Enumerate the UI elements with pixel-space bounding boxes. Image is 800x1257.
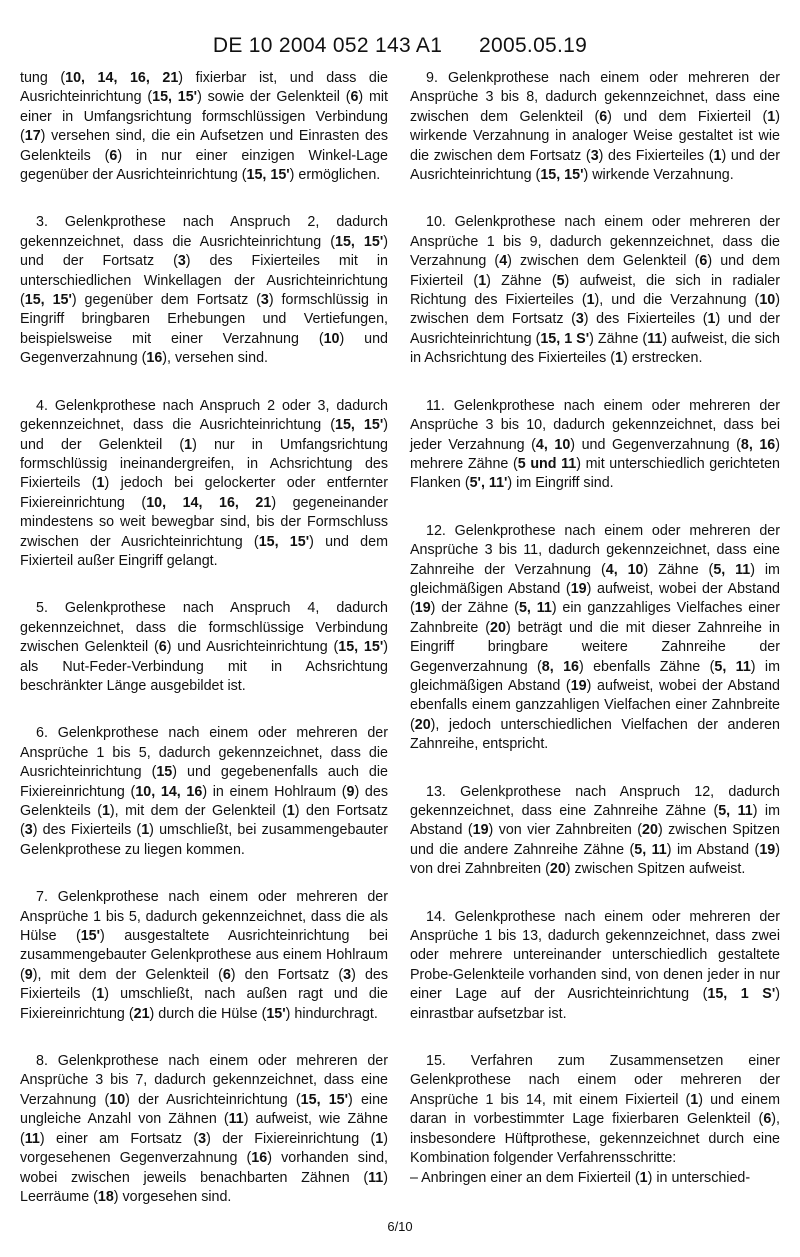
claim-2-continuation: tung (10, 14, 16, 21) fixierbar ist, und dass die Ausrichteinrichtung (15, 15') sowie der Gelenkteil (6) mit einer in Umfangsrichtung formschlüssigen Verbindung (17) versehen sind, die ein Aufsetzen und Einrasten des Gelenkteils (6) in nur einer einzigen Winkel-Lage gegenüber der Ausrichteinrichtung (15, 15') ermöglichen. [20, 70, 389, 184]
page-header [0, 34, 800, 58]
claim-14: 14. Gelenkprothese nach einem oder mehreren der Ansprüche 1 bis 13, dadurch gekennzeichnet, dass zwei oder mehrere untereinander unterschiedlich gestaltete Probe-Gelenkteile vorhanden sind, von denen jeder in nur einer Lage auf der Ausrichteinrichtung (15, 1 S') einrastbar aufsetzbar ist. [410, 908, 780, 1022]
claim-8: 8. Gelenkprothese nach einem oder mehreren der Ansprüche 3 bis 7, dadurch gekennzeichnet, dass eine Verzahnung (10) der Ausrichteinrichtung (15, 15') eine ungleiche Anzahl von Zähnen (11) aufweist, wie Zähne (11) einer am Fortsatz (3) der Fixiereinrichtung (1) vorgesehenen Gegenverzahnung (16) vorhanden sind, wobei zwischen jeweils benachbarten Zähnen (11) Leerräume (18) vorgesehen sind. [20, 1053, 389, 1205]
claim-7: 7. Gelenkprothese nach einem oder mehreren der Ansprüche 1 bis 5, dadurch gekennzeichnet, dass die als Hülse (15') ausgestaltete Ausrichteinrichtung bei zusammengebauter Gelenkprothese aus einem Hohlraum (9), mit dem der Gelenkteil (6) den Fortsatz (3) des Fixierteils (1) umschließt, nach außen ragt und die Fixiereinrichtung (21) durch die Hülse (15') hindurchragt. [20, 889, 389, 1022]
claim-12: 12. Gelenkprothese nach einem oder mehreren der Ansprüche 3 bis 11, dadurch gekennzeichnet, dass eine Zahnreihe der Verzahnung (4, 10) Zähne (5, 11) im gleichmäßigen Abstand (19) aufweist, wobei der Abstand (19) der Zähne (5, 11) ein ganzzahliges Vielfaches einer Zahnbreite (20) beträgt und die mit dieser Zahnreihe in Eingriff bringbare weitere Zahnreihe der Gegenverzahnung (8, 16) ebenfalls Zähne (5, 11) im gleichmäßigen Abstand (19) aufweist, wobei der Abstand ebenfalls einem ganzzahligen Vielfachen einer Zahnbreite (20), jedoch unterschiedlichen Vielfachen der anderen Zahnreihe, entspricht. [410, 522, 781, 753]
document-date: 2005.05.19 [479, 34, 588, 57]
page-number: 6/10 [387, 1219, 413, 1234]
claim-4: 4. Gelenkprothese nach Anspruch 2 oder 3, dadurch gekennzeichnet, dass die Ausrichteinrichtung (15, 15') und der Gelenkteil (1) nur in Umfangsrichtung formschlüssig ineinandergreifen, in Achsrichtung des Fixierteils (1) jedoch bei gelockerter oder entfernter Fixiereinrichtung (10, 14, 16, 21) gegeneinander mindestens so weit bewegbar sind, bis der Formschluss zwischen der Ausrichteinrichtung (15, 15') und dem Fixierteil außer Eingriff gelangt. [20, 397, 389, 569]
claim-5: 5. Gelenkprothese nach Anspruch 4, dadurch gekennzeichnet, dass die formschlüssige Verbindung zwischen Gelenkteil (6) und Ausrichteinrichtung (15, 15') als Nut-Feder-Verbindung mit in Achsrichtung beschränkter Länge ausgebildet ist. [20, 600, 388, 694]
claim-10: 10. Gelenkprothese nach einem oder mehreren der Ansprüche 1 bis 9, dadurch gekennzeichnet, dass die Verzahnung (4) zwischen dem Gelenkteil (6) und dem Fixierteil (1) Zähne (5) aufweist, die sich in radialer Richtung des Fixierteiles (1), und die Verzahnung (10) zwischen dem Fortsatz (3) des Fixierteiles (1) und der Ausrichteinrichtung (15, 1 S') Zähne (11) aufweist, die sich in Achsrichtung des Fixierteiles (1) erstrecken. [410, 214, 780, 367]
claim-6: 6. Gelenkprothese nach einem oder mehreren der Ansprüche 1 bis 5, dadurch gekennzeichnet, dass die Ausrichteinrichtung (15) und gegebenenfalls auch die Fixiereinrichtung (10, 14, 16) in einem Hohlraum (9) des Gelenkteils (1), mit dem der Gelenkteil (1) den Fortsatz (3) des Fixierteils (1) umschließt, bei zusammengebauter Gelenkprothese zu liegen kommen. [20, 725, 388, 858]
document-number: DE 10 2004 052 143 A1 [212, 34, 443, 57]
claim-15: 15. Verfahren zum Zusammensetzen einer Gelenkprothese nach einem oder mehreren der Ansprüche 1 bis 14, mit einem Fixierteil (1) und einem daran in vorbestimmter Lage fixierbaren Gelenkteil (6), insbesondere Hüftprothese, gekennzeichnet durch eine Kombination folgender Verfahrensschritte: – Anbringen einer an dem Fixierteil (1) in unterschied- [410, 1053, 780, 1186]
claim-3: 3. Gelenkprothese nach Anspruch 2, dadurch gekennzeichnet, dass die Ausrichteinrichtung (15, 15') und der Fortsatz (3) des Fixierteiles mit in unterschiedlichen Winkellagen der Ausrichteinrichtung (15, 15') gegenüber dem Fortsatz (3) formschlüssig in Eingriff bringbaren Erhebungen und Vertiefungen, beispielsweise mit einer Verzahnung (10) und Gegenverzahnung (16), versehen sind. [20, 214, 389, 367]
claim-11: 11. Gelenkprothese nach einem oder mehreren der Ansprüche 3 bis 10, dadurch gekennzeichnet, dass bei jeder Verzahnung (4, 10) und Gegenverzahnung (8, 16) mehrere Zähne (5 und 11) mit unterschiedlich gerichteten Flanken (5', 11') im Eingriff sind. [410, 397, 780, 492]
right-column [410, 69, 780, 1216]
claim-9: 9. Gelenkprothese nach einem oder mehreren der Ansprüche 3 bis 8, dadurch gekennzeichnet, dass eine zwischen dem Gelenkteil (6) und dem Fixierteil (1) wirkende Verzahnung in analoger Weise gestaltet ist wie die zwischen dem Fortsatz (3) des Fixierteiles (1) und der Ausrichteinrichtung (15, 15') wirkende Verzahnung. [410, 70, 781, 184]
left-column [20, 69, 388, 1235]
claim-13: 13. Gelenkprothese nach Anspruch 12, dadurch gekennzeichnet, dass eine Zahnreihe Zähne (5, 11) im Abstand (19) von vier Zahnbreiten (20) zwischen Spitzen und die andere Zahnreihe Zähne (5, 11) im Abstand (19) von drei Zahnbreiten (20) zwischen Spitzen aufweist. [410, 783, 780, 878]
